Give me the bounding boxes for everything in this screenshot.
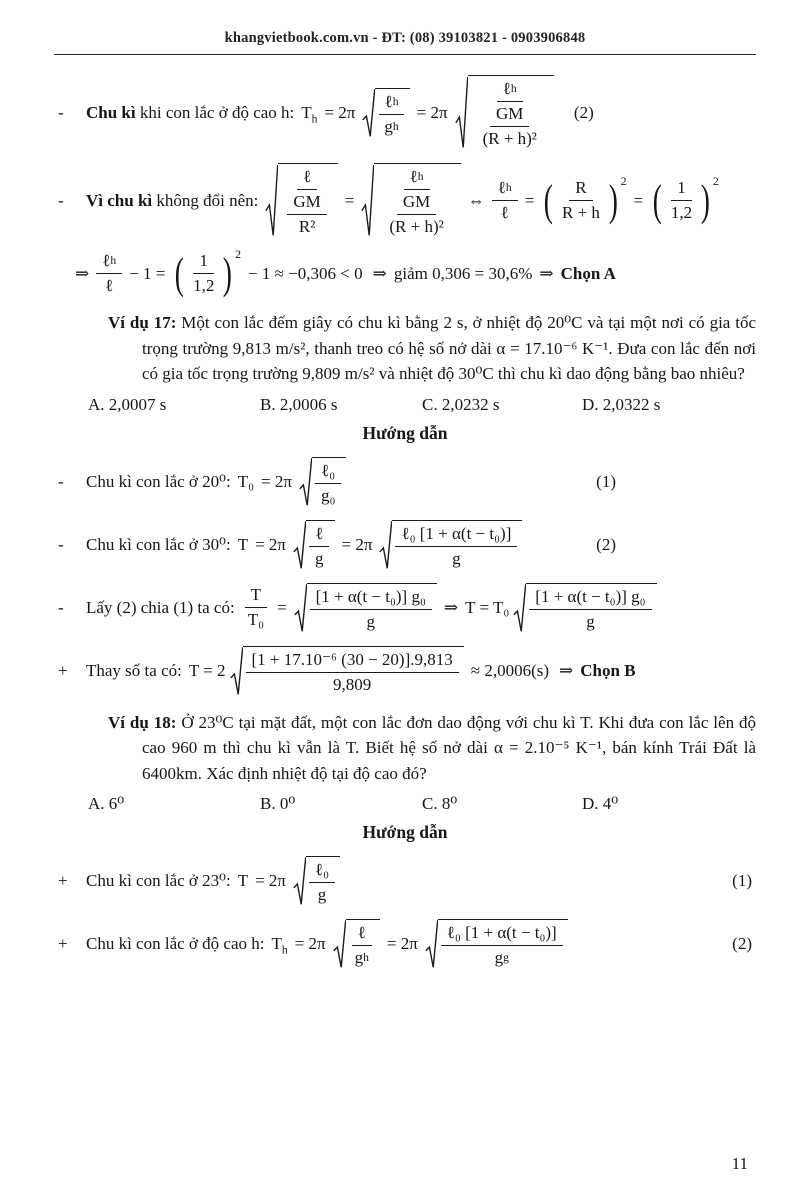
denominator: g xyxy=(315,548,324,568)
math-text: g xyxy=(354,948,364,967)
radical-icon xyxy=(294,583,307,633)
sqrt-body xyxy=(392,520,522,570)
example-text: Một con lắc đếm giây có chu kì bằng 2 s, ở nhiệt độ 20⁰C và tại một nơi có gia tốc trọng trường 9,813 m/s², thanh treo có hệ số nở dài α = 17.10⁻⁶ K⁻¹. Đưa con lắc đến nơi có gia tốc trọng trường 9,809 m/s² và nhiệt độ 30⁰C thì chu kì dao động bằng bao nhiêu? xyxy=(142,313,757,383)
left-paren: ( xyxy=(544,175,554,225)
equation-number: (2) xyxy=(573,102,594,122)
numerator: ℓ h xyxy=(379,92,405,115)
subscript: h xyxy=(311,111,318,125)
step-17-1 xyxy=(54,457,756,507)
radical-icon xyxy=(293,520,306,570)
math-text: ℓ xyxy=(102,251,111,270)
right-paren: ) xyxy=(223,248,233,298)
var-T-h xyxy=(301,103,317,123)
formula xyxy=(70,247,618,298)
step-label xyxy=(86,191,258,211)
numerator: ℓ xyxy=(352,923,372,946)
denominator: (R + h)² xyxy=(389,217,444,236)
step-label-bold: Chu kì xyxy=(86,102,136,122)
answer-option: A. 2,0007 s xyxy=(88,394,167,414)
answer-option: B. 2,0006 s xyxy=(260,394,338,414)
sqrt-body xyxy=(278,163,337,238)
step-label: Chu kì con lắc ở 23⁰: xyxy=(86,871,231,890)
denominator: ℓ xyxy=(105,276,114,295)
math-text: g xyxy=(494,948,504,967)
var-T-h xyxy=(271,934,288,957)
bullet: + xyxy=(58,660,68,680)
example-label: Ví dụ 18: xyxy=(108,712,177,732)
page-number: 11 xyxy=(731,1154,748,1173)
numerator: 1 xyxy=(671,178,692,201)
denominator xyxy=(471,102,549,149)
fraction xyxy=(96,251,122,296)
bullet: - xyxy=(58,471,64,491)
sqrt-body xyxy=(306,520,335,570)
answer-option: B. 0⁰ xyxy=(260,794,296,813)
implies-symbol: ⇒ xyxy=(559,660,574,680)
math-text: ℓ xyxy=(502,79,511,98)
step-label: Lấy (2) chia (1) ta có: xyxy=(86,597,235,617)
implies-symbol: ⇒ xyxy=(372,263,387,283)
site-header: khangvietbook.com.vn - ĐT: (08) 39103821 - 0903906848 xyxy=(54,30,756,55)
radical-icon xyxy=(265,163,278,238)
sqrt xyxy=(265,163,337,238)
example-text: Ở 23⁰C tại mặt đất, một con lắc đơn dao động với chu kì T. Khi đưa con lắc lên độ cao 960 m thì chu kì vẫn là T. Biết hệ số nở dài α = 2.10⁻⁵ K⁻¹, bán kính Trái Đất là 6400km. Xác định nhiệt độ tại độ cao đó? xyxy=(142,712,756,783)
answers-17 xyxy=(54,395,756,415)
denominator: g xyxy=(586,611,595,631)
equation-number: (1) xyxy=(732,871,752,890)
radical-icon xyxy=(299,457,312,507)
math-text: = 2π xyxy=(324,102,356,122)
step-label: Chu kì con lắc ở độ cao h: xyxy=(86,934,265,953)
paren-group xyxy=(541,174,627,225)
math-text: ℓ xyxy=(497,178,506,197)
math-text: T = 2 xyxy=(188,660,226,680)
math-text: − 1 ≈ −0,306 < 0 xyxy=(248,263,363,283)
fraction xyxy=(492,178,518,223)
radical-icon xyxy=(455,75,468,150)
numerator: ℓ xyxy=(309,524,329,547)
numerator: ℓ₀ xyxy=(315,461,341,484)
exponent: 2 xyxy=(712,174,719,188)
radical-icon xyxy=(362,88,375,138)
math-text: = 2π xyxy=(341,534,373,554)
numerator: GM xyxy=(287,192,326,215)
step-label xyxy=(86,103,294,123)
formula xyxy=(236,520,525,570)
fraction xyxy=(187,251,220,296)
denominator: g xyxy=(317,885,327,904)
numerator: [1 + 17.10⁻⁶ (30 − 20)].9,813 xyxy=(246,650,459,673)
fraction xyxy=(383,192,449,237)
implies-symbol: ⇒ xyxy=(75,263,90,283)
implies-symbol: ⇒ xyxy=(443,597,459,617)
answer-option: C. 8⁰ xyxy=(422,794,458,813)
fraction xyxy=(309,524,330,569)
answer-option: C. 2,0232 s xyxy=(422,394,500,414)
sqrt xyxy=(455,75,554,150)
formula xyxy=(263,163,720,238)
step-label: Chu kì con lắc ở 30⁰: xyxy=(86,534,231,554)
denominator xyxy=(281,190,332,237)
numerator: [1 + α(t − t₀)] g₀ xyxy=(310,587,432,610)
sqrt xyxy=(294,583,437,633)
example-18 xyxy=(54,710,756,787)
implies-symbol: ⇒ xyxy=(539,263,554,283)
numerator: ℓ₀ [1 + α(t − t₀)] xyxy=(395,524,517,547)
radical-icon xyxy=(333,919,346,969)
statement-period-at-height xyxy=(54,75,756,150)
bullet: - xyxy=(58,190,64,210)
sqrt-body xyxy=(346,919,380,969)
math-text: T xyxy=(271,934,282,953)
formula xyxy=(240,583,659,633)
denominator: g h xyxy=(354,948,369,967)
sqrt xyxy=(425,919,568,969)
denominator xyxy=(377,190,455,237)
numerator: ℓ h xyxy=(404,167,430,190)
fraction xyxy=(471,79,549,149)
sqrt xyxy=(293,520,335,570)
sqrt-body xyxy=(374,163,460,238)
guide-heading: Hướng dẫn xyxy=(362,422,448,443)
formula xyxy=(299,75,556,150)
numerator: 1 xyxy=(193,251,214,274)
fraction xyxy=(395,524,517,569)
radical-icon xyxy=(425,919,438,969)
bullet: + xyxy=(58,871,68,890)
right-paren: ) xyxy=(608,175,618,225)
example-17 xyxy=(54,310,756,387)
numerator: ℓ h xyxy=(96,251,122,274)
fraction xyxy=(287,192,326,237)
radical-icon xyxy=(230,646,243,696)
math-text: − 1 = xyxy=(129,263,166,283)
fraction xyxy=(315,461,341,506)
math-text: = xyxy=(524,190,535,210)
math-text: = xyxy=(277,597,287,617)
math-text: T xyxy=(237,871,249,890)
fraction xyxy=(477,104,543,149)
math-text: = 2π xyxy=(416,102,448,122)
sqrt xyxy=(230,646,464,696)
step-label-rest: khi con lắc ở độ cao h: xyxy=(135,102,295,122)
fraction xyxy=(441,923,563,968)
left-paren: ( xyxy=(652,175,663,225)
equation-number: (1) xyxy=(596,471,616,491)
bullet: - xyxy=(58,102,64,122)
denominator: T₀ xyxy=(247,610,264,629)
equation-number: (2) xyxy=(732,934,752,953)
radical-icon xyxy=(293,856,306,906)
math-text: T₀ xyxy=(237,471,255,491)
fraction xyxy=(556,178,606,223)
exponent: 2 xyxy=(620,174,627,188)
numerator: GM xyxy=(490,104,529,127)
math-text: = 2π xyxy=(294,934,326,953)
sqrt-body xyxy=(375,88,409,138)
denominator: 1,2 xyxy=(670,203,693,222)
denominator: R² xyxy=(298,217,316,236)
fraction xyxy=(309,860,335,905)
numerator: ℓ₀ xyxy=(309,860,335,883)
step-label: Thay số ta có: xyxy=(86,660,182,680)
answer-choice: Chọn A xyxy=(560,263,616,283)
step-label-bold: Vì chu kì xyxy=(86,190,153,210)
denominator: g g xyxy=(494,948,509,967)
bullet: - xyxy=(58,597,64,617)
sqrt xyxy=(293,856,340,906)
step-18-2 xyxy=(54,919,756,969)
denominator: R + h xyxy=(562,203,600,222)
bullet: - xyxy=(58,534,64,554)
sqrt-body xyxy=(438,919,568,969)
math-text: T = T₀ xyxy=(465,597,510,617)
math-text: = 2π xyxy=(386,934,418,953)
step-18-1 xyxy=(54,856,756,906)
math-text: ℓ xyxy=(384,91,393,111)
answer-choice: Chọn B xyxy=(580,660,636,680)
conclusion-line xyxy=(54,247,756,298)
fraction xyxy=(246,650,459,695)
sqrt xyxy=(299,457,346,507)
step-17-3 xyxy=(54,583,756,633)
exponent: 2 xyxy=(235,247,242,261)
numerator: ℓ xyxy=(297,167,317,190)
fraction xyxy=(242,585,270,630)
step-label: Chu kì con lắc ở 20⁰: xyxy=(86,471,231,491)
formula xyxy=(236,457,349,507)
guide-heading: Hướng dẫn xyxy=(362,822,448,842)
numerator: T xyxy=(245,585,267,608)
paren-group xyxy=(650,174,719,225)
answers-18 xyxy=(54,794,756,814)
answer-option: D. 2,0322 s xyxy=(582,394,661,414)
sqrt xyxy=(362,88,409,138)
math-text: ℓ xyxy=(409,167,418,186)
formula xyxy=(236,856,342,906)
step-label-rest: không đổi nên: xyxy=(152,190,259,210)
bullet: + xyxy=(58,934,68,953)
radical-icon xyxy=(379,520,392,570)
denominator: g h xyxy=(384,116,399,136)
fraction xyxy=(529,587,651,632)
example-label: Ví dụ 17: xyxy=(108,313,177,332)
iff-symbol: ⇔ xyxy=(467,190,485,210)
sqrt xyxy=(379,520,522,570)
answer-option: A. 6⁰ xyxy=(88,794,125,813)
fraction xyxy=(281,167,332,237)
math-text: = xyxy=(344,190,355,210)
sqrt xyxy=(513,583,656,633)
denominator: g xyxy=(366,611,375,631)
subscript: h xyxy=(281,943,288,957)
formula xyxy=(269,919,569,969)
sqrt xyxy=(361,163,460,238)
denominator: g₀ xyxy=(320,485,336,505)
step-17-4 xyxy=(54,646,756,696)
numerator: R xyxy=(569,178,592,201)
sqrt-body xyxy=(526,583,656,633)
answer-option: D. 4⁰ xyxy=(582,794,619,813)
math-text: = xyxy=(633,190,644,210)
fraction xyxy=(665,178,698,223)
numerator: [1 + α(t − t₀)] g₀ xyxy=(529,587,651,610)
formula xyxy=(187,646,638,696)
math-text: T xyxy=(237,534,249,554)
equation-number: (2) xyxy=(596,534,616,554)
math-text: = 2π xyxy=(261,471,292,491)
paren-group xyxy=(172,247,242,298)
sqrt-body xyxy=(306,856,340,906)
fraction xyxy=(377,167,455,237)
numerator: ℓ h xyxy=(497,79,523,102)
numerator: ℓ₀ [1 + α(t − t₀)] xyxy=(441,923,563,946)
fraction xyxy=(378,92,404,137)
math-text: T xyxy=(301,102,312,122)
math-text: ≈ 2,0006(s) xyxy=(470,660,550,680)
math-text: = 2π xyxy=(255,534,287,554)
sqrt xyxy=(333,919,380,969)
sqrt-body xyxy=(307,583,437,633)
right-paren: ) xyxy=(700,175,711,225)
denominator: g xyxy=(452,548,461,568)
fraction xyxy=(349,923,375,968)
step-17-2 xyxy=(54,520,756,570)
sqrt-body xyxy=(243,646,464,696)
sqrt-body xyxy=(468,75,554,150)
radical-icon xyxy=(513,583,526,633)
math-text: giảm 0,306 = 30,6% xyxy=(393,263,533,283)
denominator: (R + h)² xyxy=(482,129,537,148)
statement-constant-period xyxy=(54,163,756,238)
math-text: g xyxy=(384,116,393,136)
math-text: = 2π xyxy=(255,871,287,890)
numerator: GM xyxy=(397,192,436,215)
denominator: 9,809 xyxy=(333,674,372,694)
left-paren: ( xyxy=(175,248,185,298)
sqrt-body xyxy=(312,457,346,507)
radical-icon xyxy=(361,163,374,238)
denominator: ℓ xyxy=(500,203,509,222)
fraction xyxy=(310,587,432,632)
denominator: 1,2 xyxy=(193,276,215,295)
numerator: ℓ h xyxy=(492,178,518,201)
